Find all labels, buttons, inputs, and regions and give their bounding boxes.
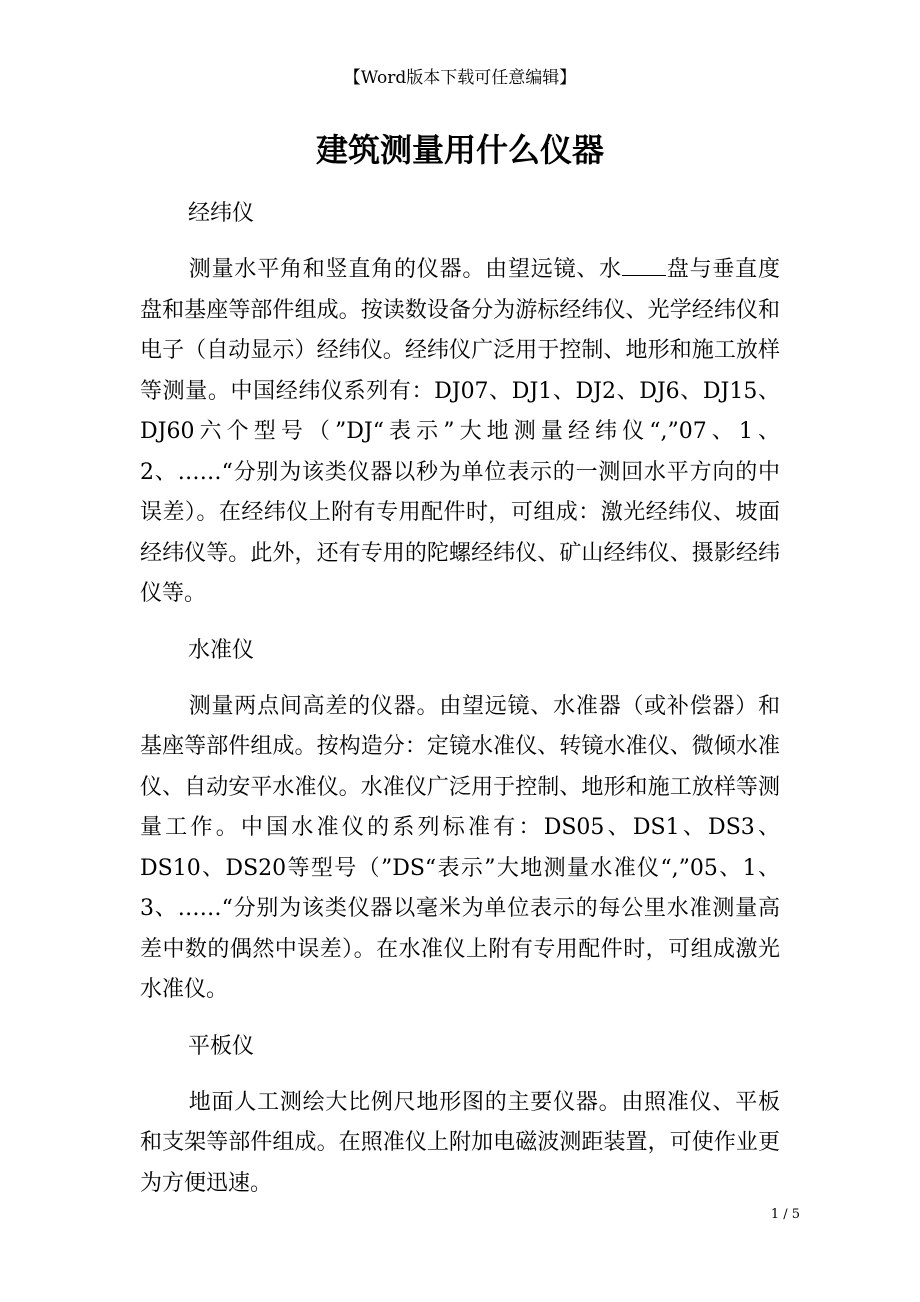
paragraph-text: 测量两点间高差的仪器。由望远镜、水准器（或补偿器）和基座等部件组成。按构造分：定镜水准仪、转镜水准仪、微倾水准仪、自动安平水准仪。水准仪广泛用于控制、地形和施工放样等测量工作。中国水准仪的系列标准有：DS05、DS1、DS3、DS10、DS20等型号（”DS“表示”大地测量水准仪“,”05、1、3、……“分别为该类仪器以毫米为单位表示的每公里水准测量高差中数的偶然中误差）。在水准仪上附有专用配件时，可组成激光水准仪。 [140,693,780,1002]
header-note: 【Word版本下载可任意编辑】 [343,68,577,88]
document-body [140,193,780,1219]
section-heading-level: 水准仪 [188,637,255,663]
section-paragraph-theodolite [140,250,780,615]
section-paragraph-level [140,687,780,1011]
section-heading-plane-table: 平板仪 [188,1033,255,1059]
paragraph-text-part-2: 盘与垂直度盘和基座等部件组成。按读数设备分为游标经纬仪、光学经纬仪和电子（自动显示）经纬仪。经纬仪广泛用于控制、地形和施工放样等测量。中国经纬仪系列有：DJ07、DJ1、DJ2、DJ6、DJ15、DJ60六个型号（”DJ“表示”大地测量经纬仪“,”07、1、2、……“分别为该类仪器以秒为单位表示的一测回水平方向的中误差）。在经纬仪上附有专用配件时，可组成：激光经纬仪、坡面经纬仪等。此外，还有专用的陀螺经纬仪、矿山经纬仪、摄影经纬仪等。 [140,257,780,606]
page-number: 1 / 5 [770,1207,800,1222]
section-heading-theodolite: 经纬仪 [188,201,255,226]
document-title: 建筑测量用什么仪器 [315,131,604,169]
section-paragraph-plane-table [140,1083,780,1205]
blank-underline [622,255,666,276]
paragraph-text: 地面人工测绘大比例尺地形图的主要仪器。由照准仪、平板和支架等部件组成。在照准仪上附加电磁波测距装置，可使作业更为方便迅速。 [140,1089,780,1196]
paragraph-text-part-1: 测量水平角和竖直角的仪器。由望远镜、水 [188,257,622,282]
